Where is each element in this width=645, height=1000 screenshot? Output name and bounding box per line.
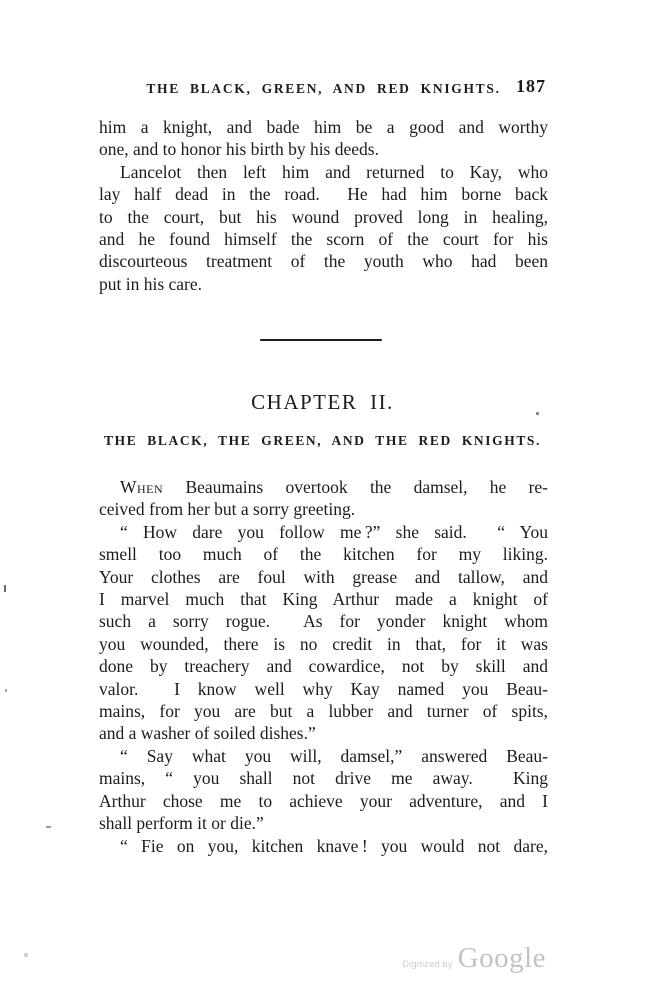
digitized-watermark: [403, 944, 547, 973]
text-line: mains, for you are but a lubber and turner of spits,: [99, 701, 548, 722]
text-line: shall perform it or die.”: [99, 813, 264, 834]
section-divider-rule: [260, 339, 382, 341]
smallcaps-lead: When: [120, 477, 164, 497]
running-header-title: THE BLACK, GREEN, AND RED KNIGHTS.: [146, 81, 501, 96]
text-line: lay half dead in the road. He had him borne back: [99, 184, 548, 205]
chapter-subtitle: THE BLACK, THE GREEN, AND THE RED KNIGHTS.: [103, 433, 542, 448]
text-line: such a sorry rogue. As for yonder knight whom: [99, 611, 548, 632]
body-text-top: [99, 116, 548, 295]
scan-speck: [46, 826, 51, 828]
text-line: “ Fie on you, kitchen knave ! you would not dare,: [120, 835, 548, 856]
text-line: you wounded, there is no credit in that, for it was: [99, 633, 548, 654]
watermark-prefix: Digitized by: [402, 959, 453, 969]
scan-speck: [536, 412, 539, 415]
scan-speck: [4, 585, 6, 592]
text-line: When Beaumains overtook the damsel, he re-: [120, 477, 548, 497]
text-line: valor. I know well why Kay named you Beau-: [99, 678, 548, 699]
text-line: put in his care.: [99, 273, 203, 294]
text-line: Your clothes are foul with grease and tallow, and: [99, 566, 548, 587]
page-number: 187: [516, 76, 546, 96]
text-line: “ Say what you will, damsel,” answered Beau-: [120, 745, 548, 766]
text-line: done by treachery and cowardice, not by skill and: [99, 656, 548, 677]
text-line: and a washer of soiled dishes.”: [99, 723, 316, 744]
text-line: smell too much of the kitchen for my liking.: [99, 544, 548, 565]
scan-speck: [5, 689, 7, 692]
text-line: one, and to honor his birth by his deeds.: [99, 139, 379, 160]
scan-speck: [24, 953, 28, 957]
body-text-bottom: [99, 476, 548, 857]
text-line: and he found himself the scorn of the court for his: [99, 229, 548, 250]
text-line: Arthur chose me to achieve your adventure, and I: [99, 790, 548, 811]
text-line: him a knight, and bade him be a good and worthy: [99, 117, 548, 137]
text-line: “ How dare you follow me ?” she said. “ You: [120, 521, 548, 542]
text-line: ceived from her but a sorry greeting.: [99, 499, 356, 520]
text-line: to the court, but his wound proved long in healing,: [99, 206, 548, 227]
running-header: [99, 76, 548, 98]
chapter-heading: CHAPTER II.: [251, 390, 394, 414]
text-line: Lancelot then left him and returned to Kay, who: [120, 161, 548, 182]
text-line: I marvel much that King Arthur made a knight of: [99, 589, 548, 610]
google-logo: Google: [457, 942, 546, 974]
text-line: mains, “ you shall not drive me away. King: [99, 768, 548, 789]
text-line: discourteous treatment of the youth who had been: [99, 251, 548, 272]
